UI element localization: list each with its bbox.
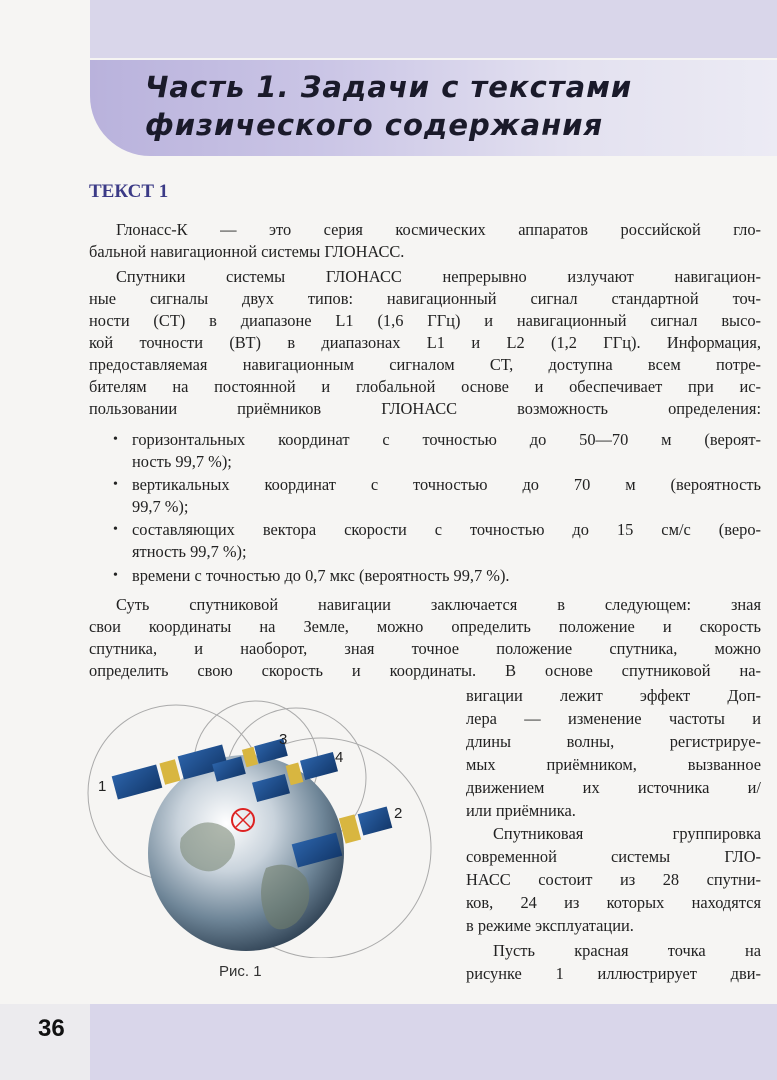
figure-label: 4 [335, 749, 344, 766]
text-line: свои координаты на Земле, можно определить положение и скорость [89, 617, 761, 636]
figure-1 [86, 698, 456, 958]
text-line: в режиме эксплуатации. [466, 916, 634, 935]
text-line: Спутники системы ГЛОНАСС непрерывно излучают навигацион- [116, 267, 761, 286]
text-line: спутника, и наоборот, зная точное положение спутника, можно [89, 639, 761, 658]
text-line: длины волны, регистрируе- [466, 732, 761, 751]
text-line: Глонасс-К — это серия космических аппаратов российской гло- [116, 220, 761, 239]
bullet-marker: • [113, 477, 118, 492]
text-line: мых приёмником, вызванное [466, 755, 761, 774]
figure-label: 3 [279, 731, 288, 748]
text-line: лера — изменение частоты и [466, 709, 761, 728]
bullet-item-line: ятность 99,7 %); [132, 542, 247, 561]
top-color-band [90, 0, 777, 58]
text-line: кой точности (ВТ) в диапазонах L1 и L2 (1,2 ГГц). Информация, [89, 333, 761, 352]
text-line: пользовании приёмников ГЛОНАСС возможность определения: [89, 399, 761, 418]
text-line: Пусть красная точка на [493, 941, 761, 960]
bottom-color-band [90, 1004, 777, 1080]
text-line: ности (СТ) в диапазоне L1 (1,6 ГГц) и навигационный сигнал высо- [89, 311, 761, 330]
text-line: предоставляемая навигационным сигналом СТ, доступна всем потре- [89, 355, 761, 374]
text-line: Спутниковая группировка [493, 824, 761, 843]
text-line: или приёмника. [466, 801, 576, 820]
bullet-marker: • [113, 432, 118, 447]
text-line: Суть спутниковой навигации заключается в следующем: зная [116, 595, 761, 614]
page-number: 36 [38, 1015, 65, 1042]
text-line: ные сигналы двух типов: навигационный сигнал стандартной точ- [89, 289, 761, 308]
text-line: движением их источника и/ [466, 778, 761, 797]
text-line: вигации лежит эффект Доп- [466, 686, 761, 705]
chapter-title-line-1: Часть 1. Задачи с текстами [145, 70, 633, 104]
text-line: НАСС состоит из 28 спутни- [466, 870, 761, 889]
bullet-item-line: вертикальных координат с точностью до 70 м (вероятность [132, 475, 761, 494]
bullet-item-line: времени с точностью до 0,7 мкс (вероятность 99,7 %). [132, 566, 510, 585]
text-line: современной системы ГЛО- [466, 847, 761, 866]
bullet-item-line: горизонтальных координат с точностью до 50—70 м (вероят- [132, 430, 761, 449]
satellite-illustration [86, 698, 456, 958]
figure-caption: Рис. 1 [219, 963, 262, 980]
section-heading: ТЕКСТ 1 [89, 181, 169, 202]
text-line: бителям на постоянной и глобальной основе и обеспечивает при ис- [89, 377, 761, 396]
figure-label: 2 [394, 805, 403, 822]
text-line: рисунке 1 иллюстрирует дви- [466, 964, 761, 983]
bullet-item-line: ность 99,7 %); [132, 452, 232, 471]
text-line: ков, 24 из которых находятся [466, 893, 761, 912]
bullet-marker: • [113, 568, 118, 583]
text-line: бальной навигационной системы ГЛОНАСС. [89, 242, 405, 261]
chapter-title-line-2: физического содержания [145, 108, 604, 142]
text-line: определить свою скорость и координаты. В основе спутниковой на- [89, 661, 761, 680]
chapter-title [145, 68, 765, 144]
bullet-item-line: составляющих вектора скорости с точностью до 15 см/с (веро- [132, 520, 761, 539]
bullet-marker: • [113, 522, 118, 537]
figure-label: 1 [98, 778, 107, 795]
bullet-item-line: 99,7 %); [132, 497, 189, 516]
